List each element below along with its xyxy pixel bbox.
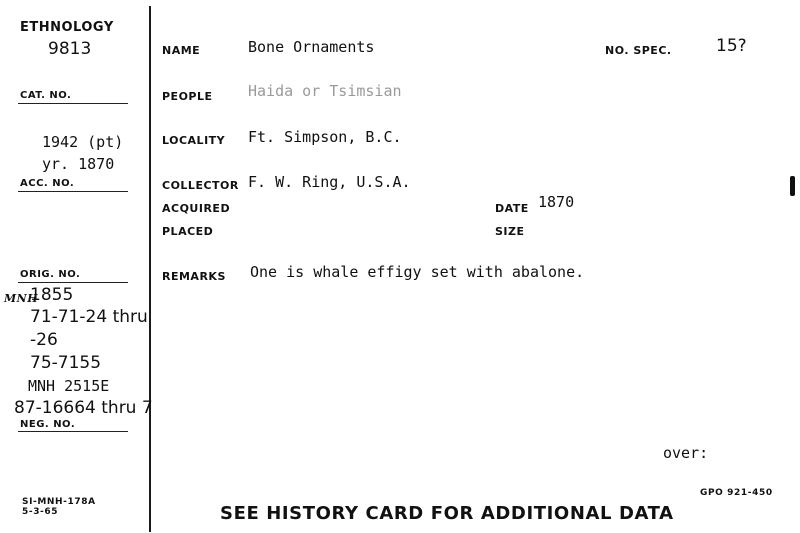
orig-number-2: -26 — [30, 330, 58, 350]
orig-prefix: MNH — [4, 292, 39, 305]
collector-value: F. W. Ring, U.S.A. — [248, 173, 411, 191]
locality-label: LOCALITY — [162, 134, 226, 147]
history-note: SEE HISTORY CARD FOR ADDITIONAL DATA — [220, 503, 674, 524]
column-divider — [149, 6, 151, 532]
orig-number-3: 75-7155 — [30, 353, 102, 373]
collector-label: COLLECTOR — [162, 179, 239, 192]
accession-value-2: yr. 1870 — [42, 155, 115, 173]
acquired-label: ACQUIRED — [162, 202, 231, 215]
over-note: over: — [663, 444, 709, 462]
people-label: PEOPLE — [162, 90, 213, 103]
remarks-label: REMARKS — [162, 270, 226, 283]
orig-no-rule — [18, 282, 128, 283]
no-spec-value: 15? — [716, 36, 747, 56]
dept-label: ETHNOLOGY — [20, 20, 114, 35]
accession-value-1: 1942 (pt) — [42, 133, 124, 151]
locality-value: Ft. Simpson, B.C. — [248, 128, 402, 146]
neg-no-rule — [18, 431, 128, 432]
date-value: 1870 — [538, 193, 575, 211]
no-spec-label: NO. SPEC. — [605, 44, 672, 57]
acc-no-rule — [18, 191, 128, 192]
catalog-number: 9813 — [48, 39, 92, 59]
name-label: NAME — [162, 44, 201, 57]
orig-number-0: 1855 — [30, 285, 74, 305]
people-value: Haida or Tsimsian — [248, 82, 402, 100]
neg-no-label: NEG. NO. — [20, 419, 76, 430]
gpo-code: GPO 921-450 — [700, 488, 773, 498]
name-value: Bone Ornaments — [248, 38, 375, 56]
edge-mark — [790, 176, 795, 196]
remarks-value: One is whale effigy set with abalone. — [250, 263, 585, 281]
acc-no-label: ACC. NO. — [20, 178, 75, 189]
orig-number-4: MNH 2515E — [28, 377, 110, 395]
size-label: SIZE — [495, 225, 525, 238]
orig-number-1: 71-71-24 thru — [30, 307, 148, 327]
form-date: 5-3-65 — [22, 507, 59, 517]
cat-no-rule — [18, 103, 128, 104]
placed-label: PLACED — [162, 225, 214, 238]
cat-no-label: CAT. NO. — [20, 90, 72, 101]
orig-number-5: 87-16664 thru 7 — [14, 398, 153, 418]
date-label: DATE — [495, 202, 529, 215]
form-code: SI-MNH-178A — [22, 497, 96, 507]
orig-no-label: ORIG. NO. — [20, 269, 81, 280]
